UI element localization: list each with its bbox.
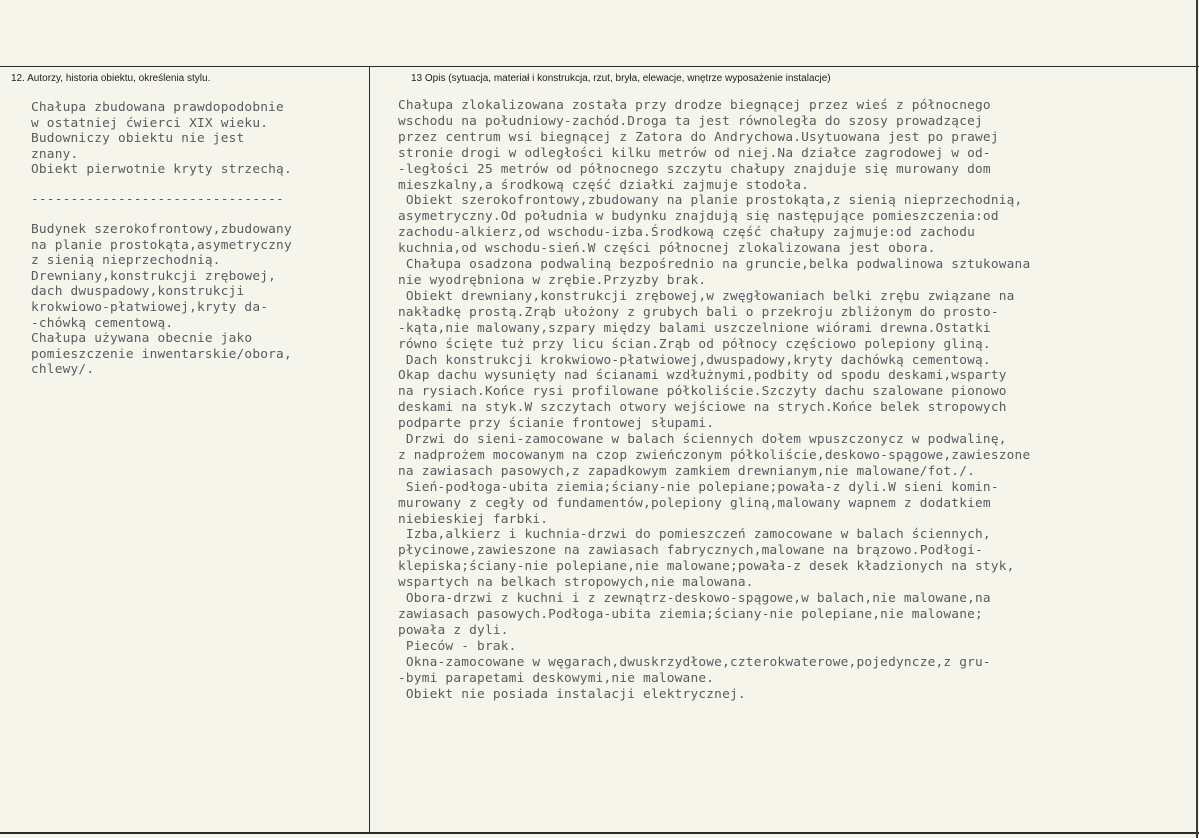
text-line: Izba,alkierz i kuchnia-drzwi do pomieszczeń zamocowane w balach ściennych,: [398, 527, 991, 543]
text-line: Drzwi do sieni-zamocowane w balach ściennych dołem wpuszczonycz w podwalinę,: [398, 432, 1007, 448]
text-line: Okap dachu wysunięty nad ścianami wzdłużnymi,podbity od spodu deskami,wsparty: [398, 368, 1007, 384]
text-line: asymetryczny.Od południa w budynku znajdują się następujące pomieszczenia:od: [398, 209, 999, 225]
text-line: Obiekt szerokofrontowy,zbudowany na planie prostokąta,z sienią nieprzechodnią,: [398, 193, 1023, 209]
text-line: z nadprożem mocowanym na czop zwieńczonym półkoliście,deskowo-spągowe,zawieszone: [398, 447, 1031, 463]
text-line: wschodu na południowy-zachód.Droga ta jest równoległa do szosy prowadzącej: [398, 113, 983, 129]
text-line: -ległości 25 metrów od północnego szczytu chałupy znajduje się murowany dom: [398, 161, 991, 177]
text-line: Obiekt drewniany,konstrukcji zrębowej,w zwęgłowaniach belki zrębu związane na: [398, 288, 1015, 304]
bottom-rule: [0, 832, 1199, 834]
text-line: na planie prostokąta,asymetryczny: [31, 237, 292, 253]
text-line: krokwiowo-płatwiowej,kryty da-: [31, 299, 269, 315]
text-line: dach dwuspadowy,konstrukcji: [31, 284, 245, 300]
text-line: nie wyodrębniona w zrębie.Przyzby brak.: [398, 272, 707, 288]
right-column-text: [398, 98, 1198, 702]
text-line: płycinowe,zawieszone na zawiasach fabrycznych,malowane na brązowo.Podłogi-: [398, 543, 983, 559]
text-line: Chałupa używana obecnie jako: [31, 331, 253, 347]
section-13-header: 13 Opis (sytuacja, materiał i konstrukcja, rzut, bryła, elewacje, wnętrze wyposażenie instalacje): [411, 73, 831, 84]
text-line: Dach konstrukcji krokwiowo-płatwiowej,dwuspadowy,kryty dachówką cementową.: [398, 352, 991, 368]
text-line: Budynek szerokofrontowy,zbudowany: [31, 221, 292, 237]
text-line: chlewy/.: [31, 362, 95, 378]
text-line: Okna-zamocowane w węgarach,dwuskrzydłowe,czterokwaterowe,pojedyncze,z gru-: [398, 654, 991, 670]
text-line: powała z dyli.: [398, 622, 509, 638]
text-line: Chałupa zlokalizowana została przy drodze biegnącej przez wieś z północnego: [398, 98, 991, 113]
spacer: [31, 207, 367, 222]
text-line: niebieskiej farbki.: [398, 511, 549, 527]
text-line: Chałupa osadzona podwaliną bezpośrednio na gruncie,belka podwalinowa sztukowana: [398, 257, 1031, 273]
text-line: na zawiasach pasowych,z zapadkowym zamkiem drewnianym,nie malowane/fot./.: [398, 463, 976, 479]
column-divider: [369, 66, 370, 834]
text-line: Sień-podłoga-ubita ziemia;ściany-nie polepiane;powała-z dyli.W sieni komin-: [398, 479, 999, 495]
text-line: Obiekt pierwotnie kryty strzechą.: [31, 162, 292, 178]
text-line: murowany z cegły od fundamentów,polepiony gliną,malowany wapnem z dodatkiem: [398, 495, 991, 511]
text-line: Budowniczy obiektu nie jest: [31, 131, 245, 147]
text-line: stronie drogi w odległości kilku metrów od niej.Na działce zagrodowej w od-: [398, 145, 991, 161]
text-line: Drewniany,konstrukcji zrębowej,: [31, 268, 277, 284]
text-line: Obiekt nie posiada instalacji elektrycznej.: [398, 686, 746, 702]
text-line: Obora-drzwi z kuchni i z zewnątrz-deskowo-spągowe,w balach,nie malowane,na: [398, 591, 991, 607]
text-line: -chówką cementową.: [31, 315, 174, 331]
text-line: Chałupa zbudowana prawdopodobnie: [31, 100, 284, 115]
text-line: deskami na styk.W szczytach otwory wejściowe na strych.Końce belek stropowych: [398, 400, 1007, 416]
text-line: Pieców - brak.: [398, 638, 517, 654]
text-line: przez centrum wsi biegnącej z Zatora do Andrychowa.Usytuowana jest po prawej: [398, 129, 999, 145]
section-12-header: 12. Autorzy, historia obiektu, określenia stylu.: [11, 73, 211, 84]
text-line: -kąta,nie malowany,szpary między balami uszczelnione wiórami drewna.Ostatki: [398, 320, 991, 336]
text-line: zawiasach pasowych.Podłoga-ubita ziemia;ściany-nie polepiane,nie malowane;: [398, 607, 983, 622]
separator-line: --------------------------------: [31, 191, 284, 207]
text-line: na rysiach.Końce rysi profilowane półkoliście.Szczyty dachu szalowane pionowo: [398, 384, 1007, 400]
text-line: pomieszczenie inwentarskie/obora,: [31, 346, 292, 362]
text-line: nakładkę prostą.Zrąb ułożony z grubych bali o przekroju zbliżonym do prosto-: [398, 304, 999, 320]
text-line: znany.: [31, 146, 79, 162]
text-line: -bymi parapetami deskowymi,nie malowane.: [398, 670, 715, 686]
text-line: z sienią nieprzechodnią.: [31, 253, 221, 269]
text-line: klepiska;ściany-nie polepiane,nie malowane;powała-z desek kładzionych na styk,: [398, 559, 1015, 575]
top-rule: [0, 66, 1199, 67]
text-line: równo ścięte tuż przy licu ścian.Zrąb od północy częściowo polepiony gliną.: [398, 336, 991, 352]
left-column-text: [31, 100, 367, 378]
text-line: zachodu-alkierz,od wschodu-izba.Środkową część chałupy zajmuje:od zachodu: [398, 225, 976, 241]
text-line: kuchnia,od wschodu-sień.W części północnej zlokalizowana jest obora.: [398, 241, 936, 257]
text-line: w ostatniej ćwierci XIX wieku.: [31, 115, 269, 131]
text-line: wspartych na belkach stropowych,nie malowana.: [398, 575, 754, 591]
text-line: mieszkalny,a środkową część działki zajmuje stodoła.: [398, 177, 810, 193]
text-line: podparte przy ścianie frontowej słupami.: [398, 416, 715, 432]
